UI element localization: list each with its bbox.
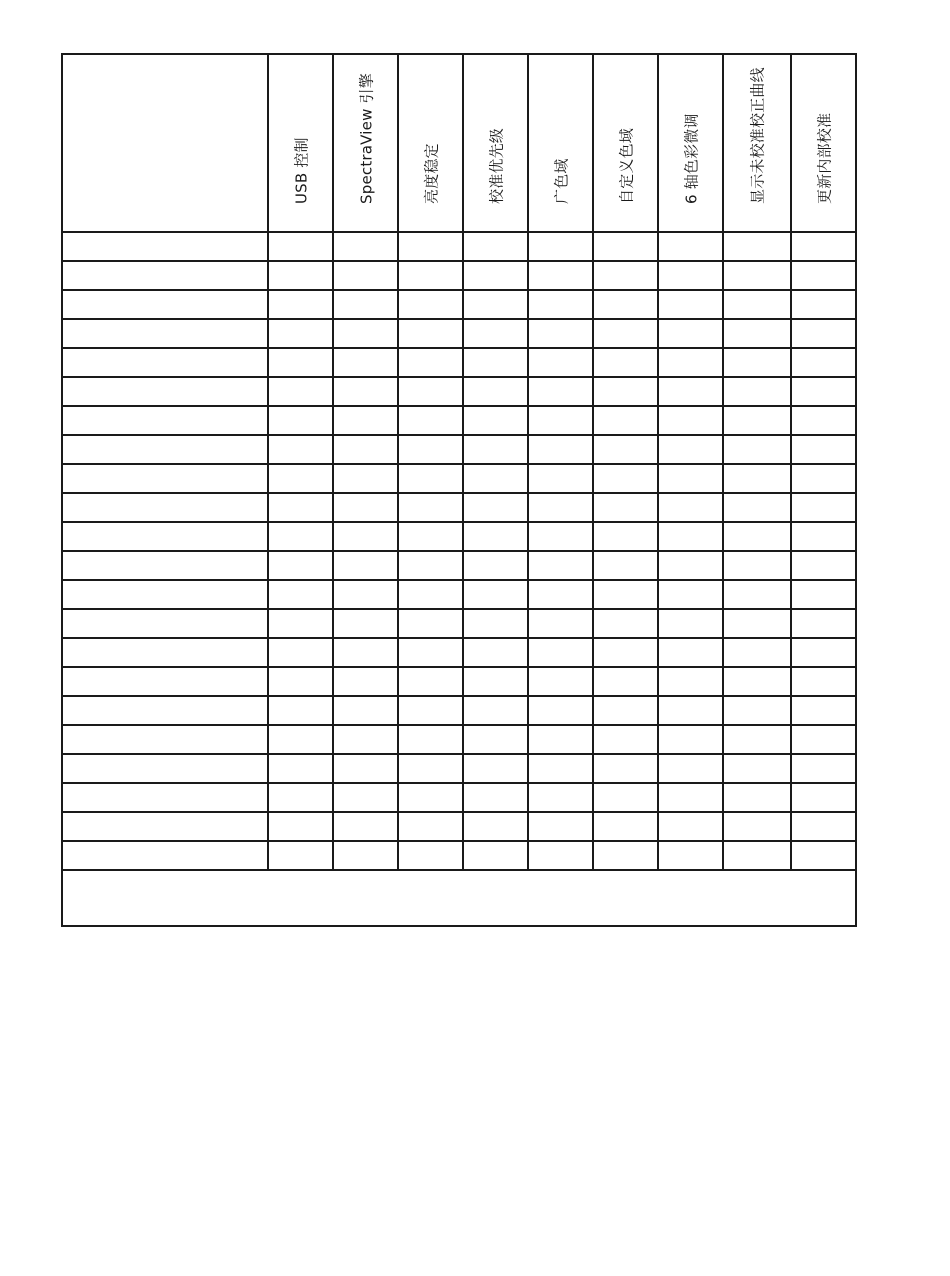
table-cell — [268, 232, 333, 261]
column-label: USB 控制 — [292, 137, 310, 204]
table-cell — [268, 638, 333, 667]
table-cell — [658, 290, 723, 319]
table-cell — [593, 464, 658, 493]
table-row — [62, 754, 856, 783]
table-cell — [593, 348, 658, 377]
table-cell — [333, 667, 398, 696]
table-cell — [791, 493, 856, 522]
column-label: 自定义色域 — [617, 127, 635, 204]
table-cell — [268, 406, 333, 435]
row-label-cell — [62, 696, 268, 725]
table-cell — [333, 232, 398, 261]
table-cell — [528, 783, 593, 812]
table-cell — [723, 638, 791, 667]
table-cell — [658, 261, 723, 290]
column-label: 显示未校准校正曲线 — [748, 67, 767, 204]
table-cell — [463, 522, 528, 551]
table-cell — [593, 261, 658, 290]
table-cell — [463, 609, 528, 638]
table-cell — [593, 783, 658, 812]
table-cell — [268, 522, 333, 551]
table-row — [62, 667, 856, 696]
column-header-wide-gamut — [528, 54, 593, 232]
table-row — [62, 522, 856, 551]
footer-cell — [62, 870, 856, 926]
table-cell — [593, 551, 658, 580]
table-cell — [658, 319, 723, 348]
table-cell — [398, 696, 463, 725]
table-cell — [333, 725, 398, 754]
table-cell — [398, 232, 463, 261]
table-cell — [791, 261, 856, 290]
table-cell — [398, 435, 463, 464]
table-cell — [398, 464, 463, 493]
table-cell — [791, 812, 856, 841]
row-label-header-cell — [62, 54, 268, 232]
table-cell — [723, 406, 791, 435]
table-row — [62, 841, 856, 870]
table-cell — [723, 377, 791, 406]
table-row — [62, 290, 856, 319]
table-cell — [333, 551, 398, 580]
table-cell — [398, 290, 463, 319]
table-cell — [593, 319, 658, 348]
table-cell — [398, 841, 463, 870]
table-cell — [791, 377, 856, 406]
row-label-cell — [62, 725, 268, 754]
row-label-cell — [62, 232, 268, 261]
table-cell — [593, 609, 658, 638]
table-cell — [791, 783, 856, 812]
table-cell — [528, 725, 593, 754]
table-cell — [528, 522, 593, 551]
table-cell — [791, 551, 856, 580]
table-cell — [658, 348, 723, 377]
row-label-cell — [62, 319, 268, 348]
table-cell — [463, 754, 528, 783]
column-label: 6 轴色彩微调 — [682, 113, 700, 204]
table-cell — [268, 841, 333, 870]
table-cell — [723, 261, 791, 290]
table-cell — [791, 406, 856, 435]
column-header-calibration-priority — [463, 54, 528, 232]
table-cell — [268, 435, 333, 464]
table-cell — [268, 493, 333, 522]
table-cell — [791, 319, 856, 348]
table-cell — [463, 841, 528, 870]
table-cell — [333, 348, 398, 377]
table-cell — [463, 290, 528, 319]
row-label-cell — [62, 638, 268, 667]
table-cell — [398, 522, 463, 551]
table-cell — [268, 261, 333, 290]
table-cell — [268, 725, 333, 754]
table-cell — [398, 377, 463, 406]
header-row — [62, 54, 856, 232]
table-cell — [658, 841, 723, 870]
table-row — [62, 783, 856, 812]
table-cell — [658, 812, 723, 841]
table-cell — [791, 464, 856, 493]
table-cell — [463, 232, 528, 261]
table-cell — [528, 348, 593, 377]
table-cell — [398, 551, 463, 580]
table-cell — [268, 551, 333, 580]
table-cell — [398, 812, 463, 841]
table-cell — [791, 696, 856, 725]
table-cell — [791, 580, 856, 609]
table-body — [62, 232, 856, 870]
table-cell — [333, 638, 398, 667]
table-cell — [723, 725, 791, 754]
table-cell — [463, 435, 528, 464]
table-cell — [791, 522, 856, 551]
row-label-cell — [62, 580, 268, 609]
table-cell — [528, 638, 593, 667]
column-header-custom-gamut — [593, 54, 658, 232]
table-cell — [723, 551, 791, 580]
table-cell — [268, 464, 333, 493]
table-cell — [268, 290, 333, 319]
table-cell — [463, 261, 528, 290]
row-label-cell — [62, 290, 268, 319]
table-cell — [791, 841, 856, 870]
table-cell — [528, 290, 593, 319]
table-cell — [528, 435, 593, 464]
table-cell — [723, 464, 791, 493]
row-label-cell — [62, 493, 268, 522]
table-cell — [658, 551, 723, 580]
table-cell — [528, 406, 593, 435]
row-label-cell — [62, 609, 268, 638]
table-cell — [528, 261, 593, 290]
table-cell — [593, 812, 658, 841]
table-row — [62, 232, 856, 261]
table-cell — [398, 638, 463, 667]
row-label-cell — [62, 551, 268, 580]
table-cell — [593, 435, 658, 464]
table-cell — [658, 609, 723, 638]
table-cell — [333, 609, 398, 638]
row-label-cell — [62, 348, 268, 377]
table-cell — [593, 725, 658, 754]
table-cell — [723, 580, 791, 609]
table-row — [62, 261, 856, 290]
table-row — [62, 406, 856, 435]
table-cell — [723, 609, 791, 638]
table-cell — [333, 464, 398, 493]
row-label-cell — [62, 522, 268, 551]
table-cell — [658, 493, 723, 522]
table-cell — [268, 812, 333, 841]
table-cell — [723, 435, 791, 464]
table-cell — [658, 232, 723, 261]
table-cell — [333, 580, 398, 609]
table-row — [62, 725, 856, 754]
table-cell — [723, 493, 791, 522]
table-cell — [333, 290, 398, 319]
table-cell — [528, 841, 593, 870]
table-cell — [463, 406, 528, 435]
table-cell — [333, 493, 398, 522]
table-cell — [658, 435, 723, 464]
table-row — [62, 435, 856, 464]
table-cell — [463, 667, 528, 696]
table-cell — [528, 551, 593, 580]
table-cell — [658, 464, 723, 493]
table-cell — [268, 696, 333, 725]
footer-row — [62, 870, 856, 926]
table-cell — [593, 638, 658, 667]
table-row — [62, 609, 856, 638]
table-cell — [791, 725, 856, 754]
table-cell — [658, 725, 723, 754]
table-cell — [658, 696, 723, 725]
table-row — [62, 551, 856, 580]
table-cell — [593, 580, 658, 609]
feature-matrix-table — [61, 53, 857, 927]
table-cell — [463, 783, 528, 812]
table-cell — [528, 696, 593, 725]
table-cell — [398, 609, 463, 638]
column-label: SpectraView 引擎 — [357, 73, 375, 204]
table-cell — [528, 667, 593, 696]
table-row — [62, 377, 856, 406]
table-cell — [791, 435, 856, 464]
table-cell — [333, 812, 398, 841]
table-cell — [791, 232, 856, 261]
table-cell — [398, 319, 463, 348]
table-cell — [791, 667, 856, 696]
table-cell — [398, 261, 463, 290]
table-cell — [723, 348, 791, 377]
table-cell — [463, 638, 528, 667]
table-cell — [333, 841, 398, 870]
table-cell — [593, 754, 658, 783]
row-label-cell — [62, 435, 268, 464]
table-cell — [723, 812, 791, 841]
column-label: 校准优先级 — [487, 127, 505, 204]
table-cell — [333, 319, 398, 348]
table-cell — [658, 638, 723, 667]
table-cell — [398, 348, 463, 377]
table-cell — [593, 232, 658, 261]
table-cell — [723, 232, 791, 261]
table-cell — [791, 348, 856, 377]
table-cell — [268, 377, 333, 406]
row-label-cell — [62, 667, 268, 696]
table-cell — [723, 696, 791, 725]
row-label-cell — [62, 783, 268, 812]
table-cell — [658, 754, 723, 783]
table-row — [62, 638, 856, 667]
row-label-cell — [62, 377, 268, 406]
table-cell — [268, 348, 333, 377]
table-row — [62, 493, 856, 522]
table-cell — [268, 783, 333, 812]
column-label: 亮度稳定 — [422, 143, 440, 204]
table-cell — [658, 783, 723, 812]
row-label-cell — [62, 261, 268, 290]
table-cell — [268, 319, 333, 348]
table-cell — [723, 841, 791, 870]
column-header-brightness-stability — [398, 54, 463, 232]
table-cell — [593, 696, 658, 725]
table-cell — [528, 609, 593, 638]
table-cell — [593, 522, 658, 551]
table-cell — [333, 377, 398, 406]
table-cell — [333, 406, 398, 435]
table-cell — [463, 696, 528, 725]
table-row — [62, 580, 856, 609]
table-cell — [528, 812, 593, 841]
table-cell — [333, 696, 398, 725]
row-label-cell — [62, 406, 268, 435]
table-row — [62, 319, 856, 348]
table-cell — [791, 638, 856, 667]
table-cell — [463, 319, 528, 348]
table-cell — [791, 290, 856, 319]
table-cell — [528, 754, 593, 783]
column-header-6-axis-color — [658, 54, 723, 232]
table-cell — [658, 667, 723, 696]
table-cell — [658, 377, 723, 406]
table-cell — [463, 493, 528, 522]
table-cell — [398, 754, 463, 783]
table-cell — [723, 667, 791, 696]
table-cell — [658, 522, 723, 551]
table-cell — [463, 377, 528, 406]
column-label: 广色域 — [552, 158, 570, 204]
table-cell — [593, 841, 658, 870]
table-row — [62, 812, 856, 841]
table-cell — [398, 493, 463, 522]
table-cell — [268, 580, 333, 609]
column-header-spectraview-engine — [333, 54, 398, 232]
table-cell — [528, 493, 593, 522]
table-cell — [593, 493, 658, 522]
column-label: 更新内部校准 — [815, 112, 833, 204]
table-cell — [463, 348, 528, 377]
row-label-cell — [62, 464, 268, 493]
table-cell — [463, 580, 528, 609]
table-cell — [333, 783, 398, 812]
row-label-cell — [62, 754, 268, 783]
table-cell — [398, 725, 463, 754]
table-cell — [723, 522, 791, 551]
table-cell — [463, 725, 528, 754]
table-cell — [658, 580, 723, 609]
table-cell — [333, 754, 398, 783]
table-cell — [723, 783, 791, 812]
table-cell — [463, 812, 528, 841]
table-row — [62, 696, 856, 725]
table-cell — [528, 464, 593, 493]
row-label-cell — [62, 841, 268, 870]
table-cell — [593, 377, 658, 406]
table-cell — [398, 667, 463, 696]
table-cell — [333, 435, 398, 464]
table-cell — [791, 609, 856, 638]
table-cell — [791, 754, 856, 783]
table-cell — [723, 290, 791, 319]
table-cell — [528, 232, 593, 261]
table-cell — [333, 522, 398, 551]
table-cell — [398, 580, 463, 609]
table-cell — [528, 319, 593, 348]
table-cell — [593, 667, 658, 696]
table-row — [62, 464, 856, 493]
table-cell — [528, 580, 593, 609]
table-cell — [268, 667, 333, 696]
row-label-cell — [62, 812, 268, 841]
table-cell — [658, 406, 723, 435]
table-cell — [723, 319, 791, 348]
column-header-usb-control — [268, 54, 333, 232]
table-cell — [333, 261, 398, 290]
table-cell — [398, 783, 463, 812]
table-cell — [723, 754, 791, 783]
table-cell — [528, 377, 593, 406]
table-cell — [593, 290, 658, 319]
column-header-uncalibrated-curve — [723, 54, 791, 232]
table-cell — [398, 406, 463, 435]
table-cell — [463, 464, 528, 493]
table-row — [62, 348, 856, 377]
table-cell — [463, 551, 528, 580]
table-cell — [268, 609, 333, 638]
table-cell — [268, 754, 333, 783]
table-cell — [593, 406, 658, 435]
column-header-update-internal-calibration — [791, 54, 856, 232]
